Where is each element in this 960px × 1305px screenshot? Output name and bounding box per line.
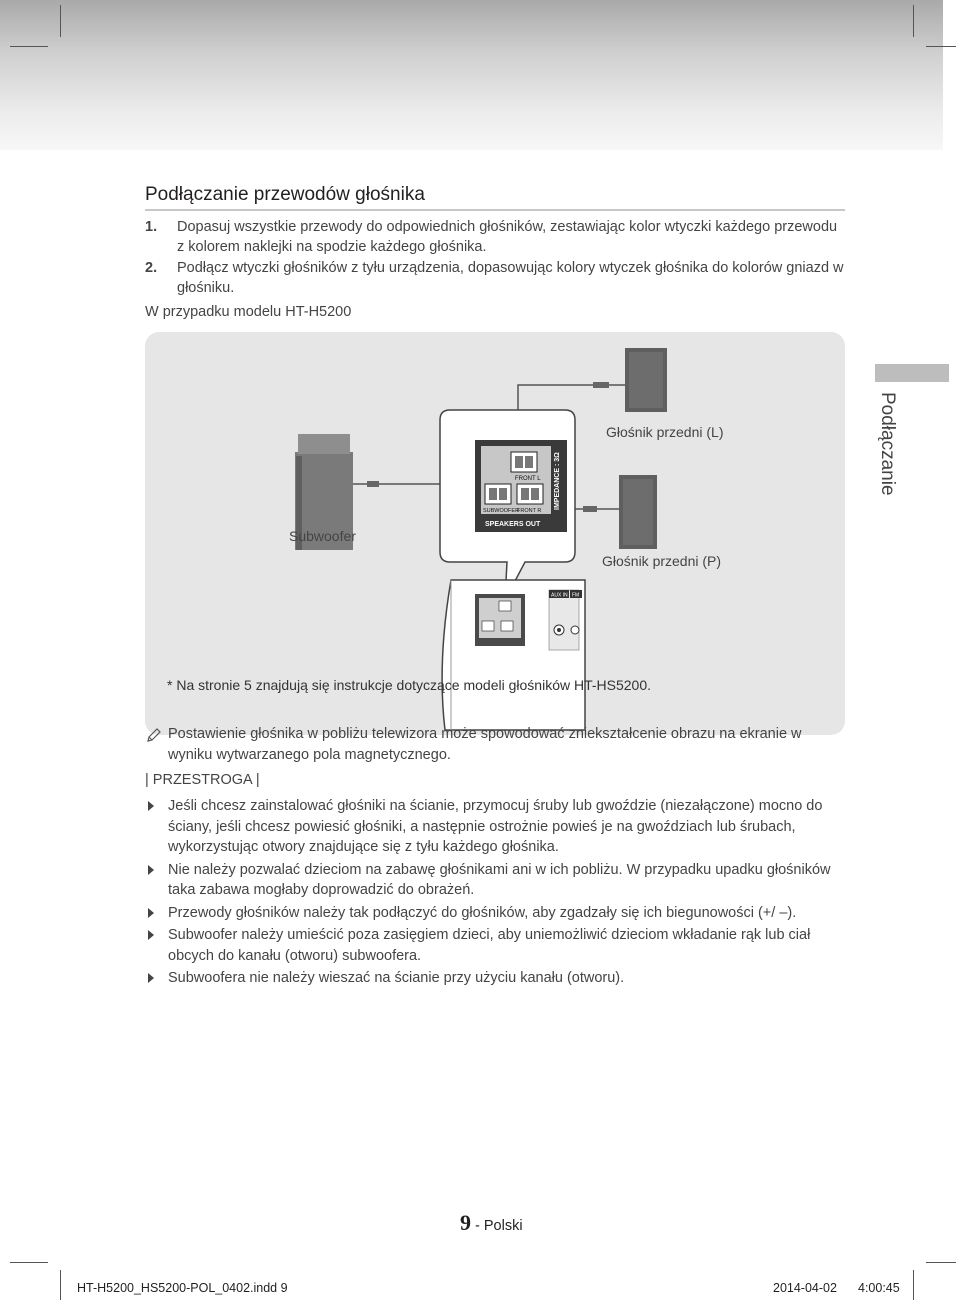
step-number: 2.	[145, 260, 158, 276]
step-text: Dopasuj wszystkie przewody do odpowiednich głośników, zestawiając kolor wtyczki każdego przewodu z kolorem naklejki na spodzie każdego głośnika.	[177, 219, 838, 255]
crop-mark	[926, 1262, 956, 1263]
caution-item	[145, 925, 850, 966]
caution-item-text: Nie należy pozwalać dzieciom na zabawę głośnikami ani w ich pobliżu. W przypadku upadku głośników taka zabawa mogłaby doprowadzić do obrażeń.	[168, 861, 831, 898]
bullet-triangle-icon	[148, 908, 154, 918]
print-date: 2014-04-02	[773, 1281, 837, 1295]
step-item	[145, 258, 845, 298]
panel-impedance-label: IMPEDANCE : 3Ω	[554, 452, 561, 510]
front-left-label: Głośnik przedni (L)	[606, 424, 724, 440]
caution-item	[145, 968, 850, 989]
bullet-triangle-icon	[148, 973, 154, 983]
front-right-label: Głośnik przedni (P)	[602, 553, 722, 569]
print-time: 4:00:45	[858, 1281, 900, 1295]
caution-item-text: Jeśli chcesz zainstalować głośniki na ścianie, przymocuj śruby lub gwoździe (niezałączone) mocno do ściany, jeśli chcesz powiesić głośniki, a następnie ostrożnie powieś je na gwoździach lub śrubach, wykorzystując otwory znajdujące się z tyłu każdego głośnika.	[168, 798, 823, 855]
section-title: Podłączanie przewodów głośnika	[145, 184, 425, 205]
front-right-speaker-icon	[619, 475, 657, 549]
note	[145, 724, 845, 766]
connection-diagram	[145, 332, 845, 735]
panel-subwoofer-label: SUBWOOFER	[483, 508, 520, 514]
subwoofer-label: Subwoofer	[289, 528, 356, 544]
page-number-value: 9	[460, 1210, 471, 1235]
header-band	[0, 0, 943, 150]
model-caption: W przypadku modelu HT-H5200	[145, 304, 352, 320]
bullet-triangle-icon	[148, 801, 154, 811]
crop-mark	[926, 46, 956, 47]
crop-mark	[60, 1270, 61, 1300]
bullet-triangle-icon	[148, 865, 154, 875]
caution-title: | PRZESTROGA |	[145, 772, 260, 788]
connection-illustration	[145, 332, 845, 735]
caution-item	[145, 860, 850, 901]
caution-item-text: Subwoofer należy umieścić poza zasięgiem dzieci, aby uniemożliwić dzieciom wkładanie rąk lub ciał obcych do kanału (otworu) subwoofera.	[168, 927, 811, 964]
main-unit-icon	[442, 580, 585, 730]
page-language: - Polski	[471, 1218, 523, 1234]
side-tab-marker	[875, 364, 949, 382]
print-filename: HT-H5200_HS5200-POL_0402.indd 9	[77, 1281, 288, 1295]
bullet-triangle-icon	[148, 930, 154, 940]
caution-item-text: Subwoofera nie należy wieszać na ścianie przy użyciu kanału (otworu).	[168, 970, 625, 986]
panel-front-l-label: FRONT L	[515, 476, 541, 482]
panel-front-r-label: FRONT R	[517, 508, 542, 514]
step-text: Podłącz wtyczki głośników z tyłu urządzenia, dopasowując kolory wtyczek głośnika do kolorów gniazd w głośniku.	[177, 260, 844, 296]
note-text: Postawienie głośnika w pobliżu telewizora może spowodować zniekształcenie obrazu na ekranie w wyniku wytwarzanego pola magnetycznego.	[168, 726, 802, 763]
diagram-footnote: * Na stronie 5 znajdują się instrukcje dotyczące modeli głośników HT-HS5200.	[167, 677, 652, 693]
speaker-terminal-panel	[475, 440, 567, 532]
step-item	[145, 217, 845, 257]
crop-mark	[913, 5, 914, 37]
caution-item	[145, 903, 850, 924]
caution-item	[145, 796, 850, 858]
crop-mark	[10, 46, 48, 47]
step-number: 1.	[145, 219, 158, 235]
pencil-note-icon	[145, 726, 163, 744]
crop-mark	[60, 5, 61, 37]
unit-aux-in-label: AUX IN	[551, 592, 568, 599]
front-left-speaker-icon	[625, 348, 667, 412]
crop-mark	[10, 1262, 48, 1263]
crop-mark	[913, 1270, 914, 1300]
panel-speakers-out-label: SPEAKERS OUT	[485, 521, 541, 528]
caution-item-text: Przewody głośników należy tak podłączyć do głośników, aby zgadzały się ich biegunowości (+/ –).	[168, 904, 797, 921]
side-tab-label: Podłączanie	[877, 392, 898, 496]
caution-list	[145, 796, 850, 991]
page-number	[460, 1210, 523, 1236]
unit-fm-label: FM	[572, 592, 580, 599]
title-rule	[145, 209, 845, 211]
